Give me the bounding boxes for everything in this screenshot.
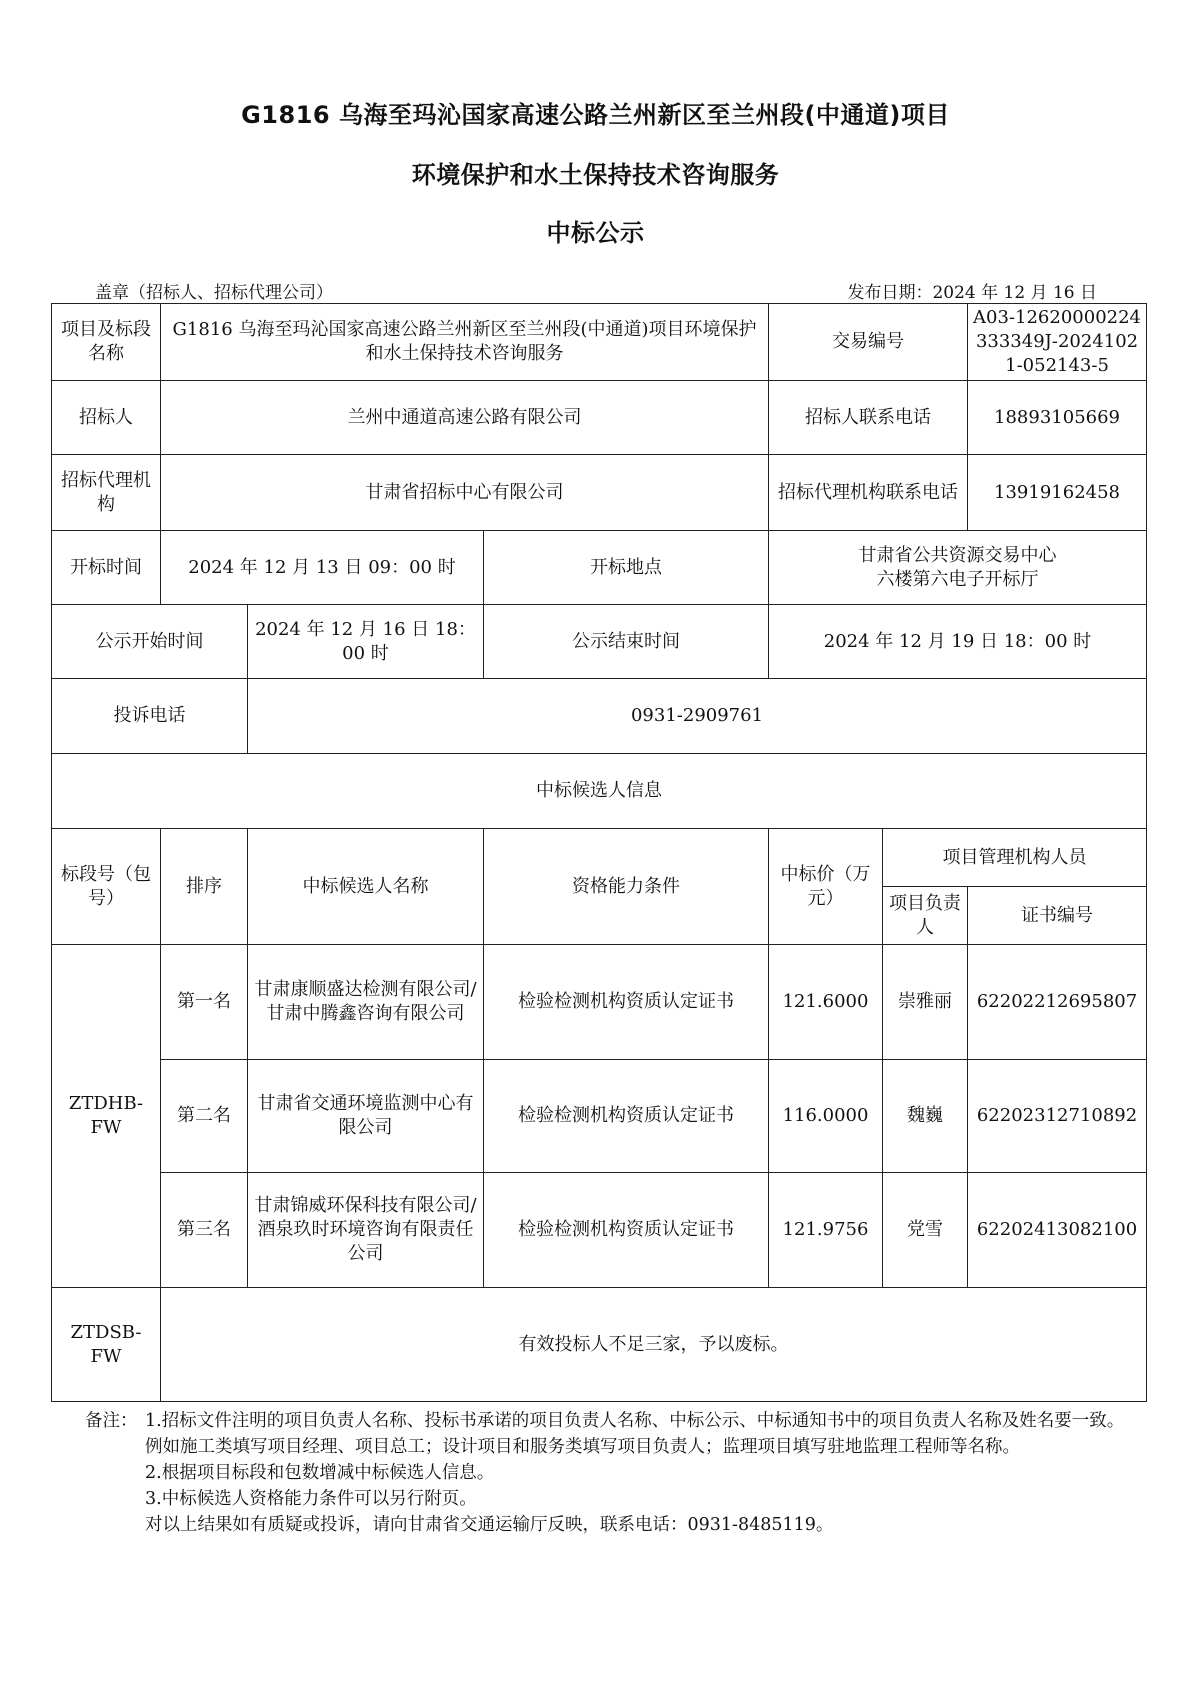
table-row bbox=[52, 1060, 1147, 1173]
trade-no-label: 交易编号 bbox=[769, 304, 968, 381]
header-lot: 标段号（包号） bbox=[52, 829, 161, 945]
notes-section bbox=[85, 1408, 1125, 1538]
lot-1: ZTDHB-FW bbox=[52, 945, 161, 1288]
candidate-rank: 第二名 bbox=[161, 1060, 248, 1173]
candidate-qualification: 检验检测机构资质认定证书 bbox=[484, 1173, 769, 1288]
header-cert-no: 证书编号 bbox=[968, 887, 1147, 945]
notes-final: 对以上结果如有质疑或投诉，请向甘肃省交通运输厅反映，联系电话：0931-8485119。 bbox=[145, 1515, 834, 1535]
agency-value: 甘肃省招标中心有限公司 bbox=[161, 455, 769, 531]
trade-no-value: A03-12620000224333349J-20241021-052143-5 bbox=[968, 304, 1147, 381]
header-personnel: 项目管理机构人员 bbox=[883, 829, 1147, 887]
notice-end-label: 公示结束时间 bbox=[484, 605, 769, 679]
open-time-value: 2024 年 12 月 13 日 09：00 时 bbox=[161, 531, 484, 605]
open-place-label: 开标地点 bbox=[484, 531, 769, 605]
table-row bbox=[52, 945, 1147, 1060]
agency-phone-value: 13919162458 bbox=[968, 455, 1147, 531]
candidate-cert-no: 62202413082100 bbox=[968, 1173, 1147, 1288]
candidate-name: 甘肃省交通环境监测中心有限公司 bbox=[248, 1060, 484, 1173]
open-place-line1: 甘肃省公共资源交易中心 bbox=[858, 544, 1057, 566]
table-row bbox=[52, 1173, 1147, 1288]
tenderer-phone-label: 招标人联系电话 bbox=[769, 381, 968, 455]
note-text: 3.中标候选人资格能力条件可以另行附页。 bbox=[145, 1489, 477, 1509]
note-text: 2.根据项目标段和包数增减中标候选人信息。 bbox=[145, 1463, 495, 1483]
candidate-cert-no: 62202312710892 bbox=[968, 1060, 1147, 1173]
project-name-label: 项目及标段名称 bbox=[52, 304, 161, 381]
complaint-value: 0931-2909761 bbox=[248, 679, 1147, 754]
candidate-rank: 第三名 bbox=[161, 1173, 248, 1288]
bid-notice-table bbox=[51, 303, 1147, 1402]
notes-prefix: 备注： bbox=[85, 1411, 138, 1431]
notice-start-value: 2024 年 12 月 16 日 18：00 时 bbox=[248, 605, 484, 679]
candidate-manager: 崇雅丽 bbox=[883, 945, 968, 1060]
tenderer-phone-value: 18893105669 bbox=[968, 381, 1147, 455]
note-item bbox=[85, 1460, 1125, 1486]
note-item bbox=[85, 1486, 1125, 1512]
candidate-qualification: 检验检测机构资质认定证书 bbox=[484, 1060, 769, 1173]
tenderer-value: 兰州中通道高速公路有限公司 bbox=[161, 381, 769, 455]
document-title-line3: 中标公示 bbox=[546, 219, 645, 247]
candidates-section-title: 中标候选人信息 bbox=[52, 754, 1147, 829]
header-price: 中标价（万元） bbox=[769, 829, 883, 945]
candidate-manager: 魏巍 bbox=[883, 1060, 968, 1173]
project-name-value: G1816 乌海至玛沁国家高速公路兰州新区至兰州段(中通道)项目环境保护和水土保持技术咨询服务 bbox=[161, 304, 769, 381]
header-qualification: 资格能力条件 bbox=[484, 829, 769, 945]
lot-2-note: 有效投标人不足三家，予以废标。 bbox=[161, 1288, 1147, 1402]
candidate-price: 121.9756 bbox=[769, 1173, 883, 1288]
tenderer-label: 招标人 bbox=[52, 381, 161, 455]
candidate-rank: 第一名 bbox=[161, 945, 248, 1060]
open-place-line2: 六楼第六电子开标厅 bbox=[876, 568, 1039, 590]
notice-start-label: 公示开始时间 bbox=[52, 605, 248, 679]
document-title-line1: G1816 乌海至玛沁国家高速公路兰州新区至兰州段(中通道)项目 bbox=[241, 101, 950, 129]
header-manager: 项目负责人 bbox=[883, 887, 968, 945]
candidate-qualification: 检验检测机构资质认定证书 bbox=[484, 945, 769, 1060]
lot-2: ZTDSB-FW bbox=[52, 1288, 161, 1402]
candidate-cert-no: 62202212695807 bbox=[968, 945, 1147, 1060]
note-item bbox=[85, 1408, 1125, 1460]
table-row bbox=[52, 1288, 1147, 1402]
seal-text: 盖章（招标人、招标代理公司） bbox=[95, 283, 333, 303]
candidate-price: 116.0000 bbox=[769, 1060, 883, 1173]
publish-date: 发布日期：2024 年 12 月 16 日 bbox=[847, 283, 1097, 303]
agency-phone-label: 招标代理机构联系电话 bbox=[769, 455, 968, 531]
note-text: 1.招标文件注明的项目负责人名称、投标书承诺的项目负责人名称、中标公示、中标通知书中的项目负责人名称及姓名要一致。例如施工类填写项目经理、项目总工；设计项目和服务类填写项目负责人；监理项目填写驻地监理工程师等名称。 bbox=[145, 1411, 1125, 1457]
candidate-manager: 党雪 bbox=[883, 1173, 968, 1288]
document-title-line2: 环境保护和水土保持技术咨询服务 bbox=[411, 161, 780, 189]
candidate-name: 甘肃康顺盛达检测有限公司/甘肃中腾鑫咨询有限公司 bbox=[248, 945, 484, 1060]
header-rank: 排序 bbox=[161, 829, 248, 945]
candidate-name: 甘肃锦威环保科技有限公司/酒泉玖时环境咨询有限责任公司 bbox=[248, 1173, 484, 1288]
open-time-label: 开标时间 bbox=[52, 531, 161, 605]
candidate-price: 121.6000 bbox=[769, 945, 883, 1060]
open-place-value bbox=[769, 531, 1147, 605]
complaint-label: 投诉电话 bbox=[52, 679, 248, 754]
agency-label: 招标代理机构 bbox=[52, 455, 161, 531]
header-candidate-name: 中标候选人名称 bbox=[248, 829, 484, 945]
notice-end-value: 2024 年 12 月 19 日 18：00 时 bbox=[769, 605, 1147, 679]
